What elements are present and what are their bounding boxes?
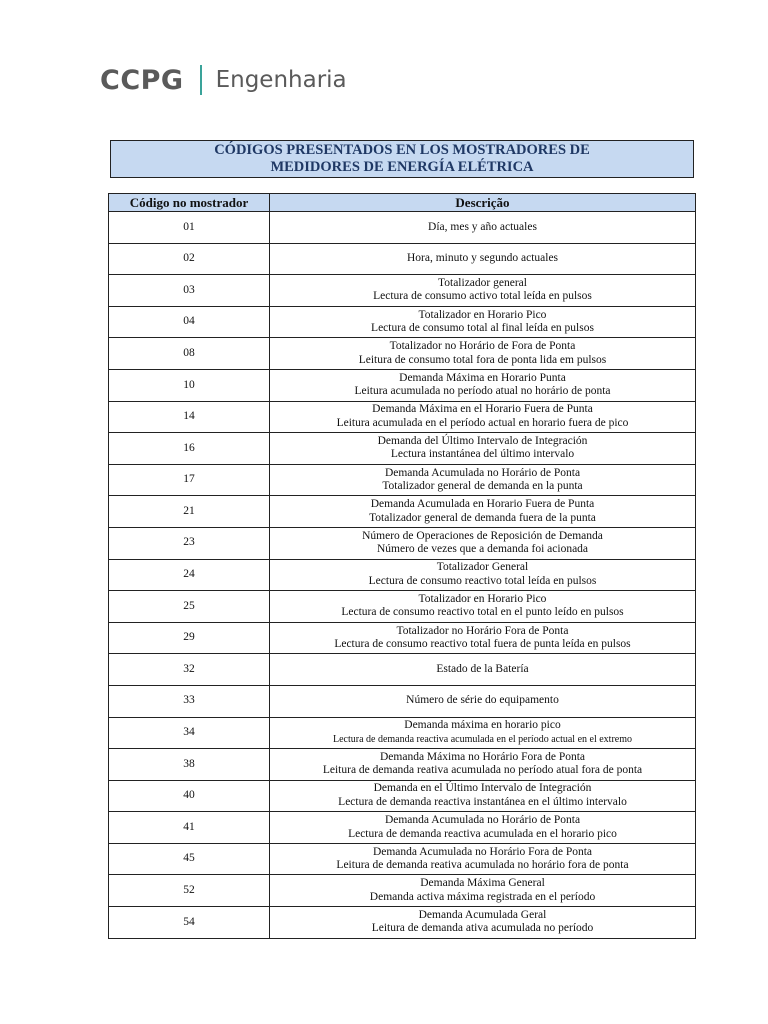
logo-divider [200,65,202,95]
code-cell: 45 [109,843,270,875]
description-detail: Demanda activa máxima registrada en el período [369,890,596,903]
description-cell [270,812,696,844]
description-detail: Lectura de demanda reactiva acumulada en el período actual en el extremo [332,733,632,745]
description-cell [270,780,696,812]
description-cell [270,369,696,401]
description-detail: Leitura de demanda reativa acumulada no período atual fora de ponta [322,764,643,777]
table-row [109,243,696,275]
code-cell: 01 [109,212,270,244]
table-row [109,369,696,401]
column-header-description: Descrição [270,194,696,212]
description-cell [270,338,696,370]
code-cell: 24 [109,559,270,591]
description-detail: Lectura de demanda reactiva acumulada en el horario pico [348,827,617,840]
description-detail: Lectura de consumo total al final leída en pulsos [371,322,594,335]
code-cell: 38 [109,749,270,781]
description-detail: Lectura de consumo reactivo total en el punto leído en pulsos [341,606,624,619]
table-row [109,401,696,433]
description-title: Demanda Acumulada Geral [418,908,547,921]
table-row [109,717,696,749]
company-logo [100,62,347,98]
description-detail: Leitura de consumo total fora de ponta lida em pulsos [358,353,607,366]
description-title: Totalizador General [436,561,529,574]
code-cell: 40 [109,780,270,812]
code-cell: 16 [109,433,270,465]
description-title: Día, mes y año actuales [428,220,537,233]
title-line-2: MEDIDORES DE ENERGÍA ELÉTRICA [270,159,534,175]
code-cell: 04 [109,306,270,338]
description-cell [270,749,696,781]
code-cell: 23 [109,527,270,559]
table-row [109,212,696,244]
code-cell: 52 [109,875,270,907]
code-cell: 02 [109,243,270,275]
table-row [109,496,696,528]
code-cell: 41 [109,812,270,844]
description-detail: Lectura de consumo reactivo total leída en pulsos [368,574,597,587]
description-cell [270,433,696,465]
description-cell [270,591,696,623]
code-cell: 17 [109,464,270,496]
description-title: Demanda en el Último Intervalo de Integración [373,782,592,795]
description-cell [270,212,696,244]
description-title: Número de série do equipamento [406,694,559,707]
table-row [109,275,696,307]
description-title: Totalizador no Horário de Fora de Ponta [389,340,576,353]
description-title: Demanda Acumulada en Horario Fuera de Punta [370,498,595,511]
table-row [109,559,696,591]
table-row [109,306,696,338]
description-title: Totalizador general [438,276,527,289]
document-title [110,140,694,178]
code-cell: 25 [109,591,270,623]
table-header-row [109,194,696,212]
table-row [109,654,696,686]
description-cell [270,717,696,749]
description-detail: Número de vezes que a demanda foi acionada [376,543,589,556]
codes-table [108,193,696,939]
description-cell [270,875,696,907]
logo-subtitle: Engenharia [215,67,347,93]
table-row [109,749,696,781]
code-cell: 21 [109,496,270,528]
description-title: Demanda Máxima no Horário Fora de Ponta [379,750,586,763]
description-detail: Leitura acumulada en el período actual en horario fuera de pico [336,416,629,429]
code-cell: 54 [109,907,270,939]
description-detail: Lectura de consumo reactivo total fuera de punta leída en pulsos [334,638,631,651]
title-line-1: CÓDIGOS PRESENTADOS EN LOS MOSTRADORES DE [214,142,590,158]
table-row [109,843,696,875]
description-cell [270,496,696,528]
table-row [109,780,696,812]
column-header-code: Código no mostrador [109,194,270,212]
table-row [109,433,696,465]
description-detail: Leitura de demanda reativa acumulada no horário fora de ponta [336,859,629,872]
description-detail: Totalizador general de demanda fuera de la punta [369,511,596,524]
description-title: Hora, minuto y segundo actuales [406,252,559,265]
description-detail: Lectura de consumo activo total leída en pulsos [373,290,592,303]
description-detail: Lectura de demanda reactiva instantánea en el último intervalo [338,795,627,808]
description-title: Demanda del Último Intervalo de Integración [377,434,588,447]
description-cell [270,306,696,338]
description-cell [270,401,696,433]
description-cell [270,622,696,654]
code-cell: 33 [109,685,270,717]
description-title: Demanda Máxima en el Horario Fuera de Punta [372,403,593,416]
logo-mark: CCPG [100,64,184,96]
table-row [109,907,696,939]
code-cell: 10 [109,369,270,401]
code-cell: 29 [109,622,270,654]
description-detail: Leitura acumulada no período atual no horário de ponta [354,385,611,398]
code-cell: 34 [109,717,270,749]
table-row [109,338,696,370]
description-title: Totalizador en Horario Pico [418,592,547,605]
table-row [109,685,696,717]
description-cell [270,907,696,939]
description-cell [270,464,696,496]
description-cell [270,243,696,275]
description-title: Demanda Acumulada no Horário de Ponta [384,814,581,827]
code-cell: 08 [109,338,270,370]
table-row [109,591,696,623]
description-title: Demanda Acumulada no Horário de Ponta [384,466,581,479]
description-title: Totalizador en Horario Pico [418,308,547,321]
description-detail: Lectura instantánea del último intervalo [390,448,575,461]
code-cell: 03 [109,275,270,307]
code-cell: 14 [109,401,270,433]
table-row [109,527,696,559]
description-title: Estado de la Batería [436,662,529,675]
description-detail: Leitura de demanda ativa acumulada no período [371,922,594,935]
table-row [109,812,696,844]
description-title: Demanda Máxima en Horario Punta [399,371,566,384]
description-cell [270,275,696,307]
description-cell [270,685,696,717]
description-cell [270,843,696,875]
description-detail: Totalizador general de demanda en la punta [382,480,583,493]
table-row [109,622,696,654]
description-cell [270,527,696,559]
description-cell [270,654,696,686]
description-title: Totalizador no Horário Fora de Ponta [396,624,569,637]
table-row [109,464,696,496]
code-cell: 32 [109,654,270,686]
description-title: Demanda Acumulada no Horário Fora de Ponta [372,845,593,858]
description-title: Número de Operaciones de Reposición de Demanda [362,529,603,542]
table-row [109,875,696,907]
description-cell [270,559,696,591]
description-title: Demanda Máxima General [420,877,545,890]
description-title: Demanda máxima en horario pico [404,719,561,732]
